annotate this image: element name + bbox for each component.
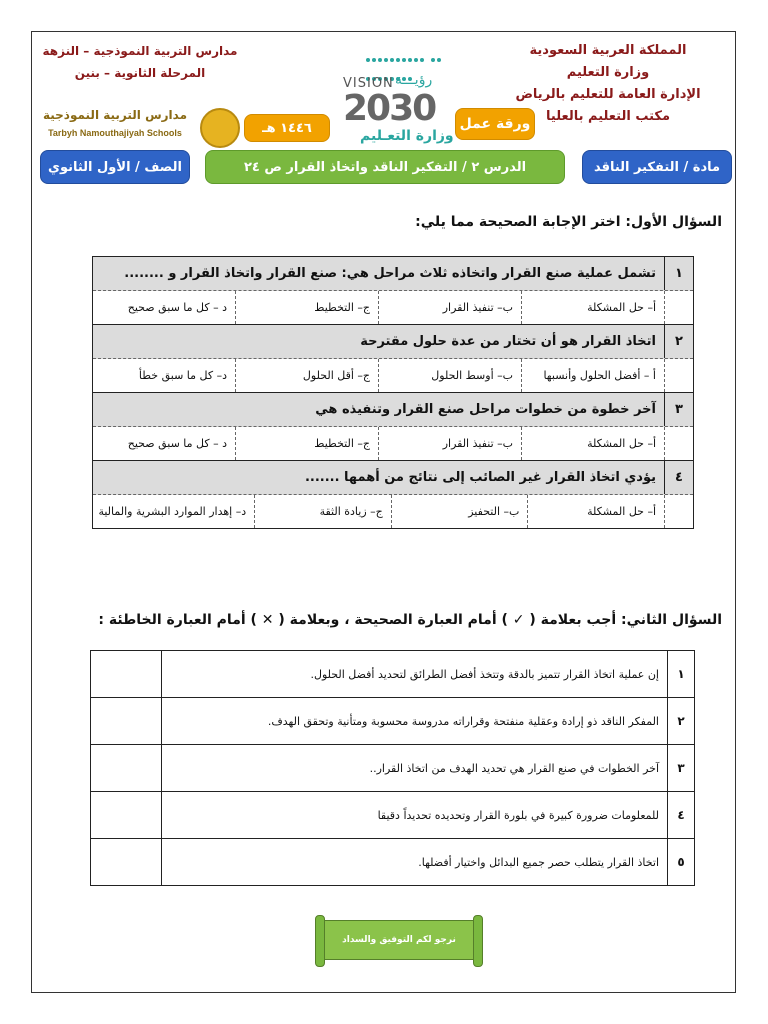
mcq-number: ٢ xyxy=(664,325,693,358)
mcq-question: آخر خطوة من خطوات مراحل صنع القرار وتنفيذه هي xyxy=(315,402,656,417)
mcq-option[interactable]: أ – أفضل الحلول وأنسبها xyxy=(522,359,665,392)
ministry-label: وزارة التعـليم xyxy=(360,128,454,144)
tf-number: ١ xyxy=(667,651,694,697)
tf-row xyxy=(91,839,694,885)
tf-answer-cell[interactable] xyxy=(91,698,161,744)
mcq-question: اتخاذ القرار هو أن تختار من عدة حلول مقترحة xyxy=(360,334,656,349)
mcq-option[interactable]: ج– التخطيط xyxy=(236,291,379,324)
vision-text: VISION xyxy=(343,76,394,91)
header-right-line: مكتب التعليم بالعليا xyxy=(546,109,670,124)
mcq-option[interactable]: د– إهدار الموارد البشرية والمالية xyxy=(93,495,255,528)
question-2-title: السؤال الثاني: أجب بعلامة ( ✓ ) أمام العبارة الصحيحة ، وبعلامة ( ✕ ) أمام العبارة الخاطئة : xyxy=(98,612,722,628)
subject-pill xyxy=(582,150,732,184)
mcq-number: ١ xyxy=(664,257,693,290)
tf-number: ٥ xyxy=(667,839,694,885)
mcq-option[interactable]: د– كل ما سبق خطأ xyxy=(93,359,236,392)
mcq-question: يؤدي اتخاذ القرار غير الصائب إلى نتائج من أهمها ....... xyxy=(304,470,656,485)
tf-statement: المفكر الناقد ذو إرادة وعقلية منفتحة وقراراته مدروسة محسوبة ومتأنية وتحقق الهدف. xyxy=(161,698,667,744)
question-1-instruction: : اختر الإجابة الصحيحة مما يلي: xyxy=(415,214,632,230)
tf-row xyxy=(91,745,694,792)
mcq-option[interactable]: أ– حل المشكلة xyxy=(522,427,665,460)
school-name: مدارس التربية النموذجية xyxy=(42,108,188,122)
mcq-option[interactable]: ب– تنفيذ القرار xyxy=(379,427,522,460)
header-left-line: المرحلة الثانوية – بنين xyxy=(74,66,206,80)
mcq-option[interactable]: أ– حل المشكلة xyxy=(522,291,665,324)
mcq-option[interactable]: ج– زيادة الثقة xyxy=(255,495,392,528)
mcq-option[interactable]: ب– التحفيز xyxy=(392,495,529,528)
tf-row xyxy=(91,651,694,698)
footer-scroll-banner xyxy=(318,920,480,960)
tf-answer-cell[interactable] xyxy=(91,839,161,885)
question-1-title xyxy=(415,214,722,230)
mcq-option[interactable]: ب– تنفيذ القرار xyxy=(379,291,522,324)
tf-row xyxy=(91,792,694,839)
header-right-line: الإدارة العامة للتعليم بالرياض xyxy=(515,87,701,102)
mcq-table xyxy=(92,256,694,529)
mcq-option[interactable]: د – كل ما سبق صحيح xyxy=(93,291,236,324)
mcq-option[interactable]: ب– أوسط الحلول xyxy=(379,359,522,392)
grade-pill xyxy=(40,150,190,184)
school-name-latin: Tarbyh Namouthajiyah Schools xyxy=(48,128,182,138)
mcq-options-row xyxy=(93,291,693,325)
vision-arabic: رؤيـــة xyxy=(395,72,433,88)
mcq-number: ٣ xyxy=(664,393,693,426)
header-left xyxy=(40,40,240,84)
mcq-question: تشمل عملية صنع القرار واتخاذه ثلاث مراحل هي: صنع القرار واتخاذ القرار و ........ xyxy=(124,266,656,281)
worksheet-badge xyxy=(455,108,535,140)
header-right-line: المملكة العربية السعودية xyxy=(529,43,687,58)
tf-number: ٤ xyxy=(667,792,694,838)
mcq-question-row xyxy=(93,325,693,359)
header-left-line: مدارس التربية النموذجية – النزهة xyxy=(42,44,238,58)
tf-answer-cell[interactable] xyxy=(91,745,161,791)
school-emblem-icon xyxy=(200,108,240,148)
mcq-options-row xyxy=(93,495,693,528)
mcq-option[interactable]: ج– أقل الحلول xyxy=(236,359,379,392)
worksheet-label: ورقة عمل xyxy=(459,116,531,132)
tf-row xyxy=(91,698,694,745)
lesson-label: الدرس ٢ / التفكير الناقد واتخاذ القرار ص ٢٤ xyxy=(243,159,527,175)
tf-number: ٢ xyxy=(667,698,694,744)
subject-label: مادة / التفكير الناقد xyxy=(593,159,721,175)
grade-label: الصف / الأول الثانوي xyxy=(48,159,182,175)
mcq-number: ٤ xyxy=(664,461,693,494)
tf-statement: آخر الخطوات في صنع القرار هي تحديد الهدف من اتخاذ القرار.. xyxy=(161,745,667,791)
school-logo xyxy=(40,108,240,146)
tf-statement: إن عملية اتخاذ القرار تتميز بالدقة وتتخذ أفضل الطرائق لتحديد أفضل الحلول. xyxy=(161,651,667,697)
tf-answer-cell[interactable] xyxy=(91,651,161,697)
mcq-options-row xyxy=(93,427,693,461)
footer-wish: نرجو لكم التوفيق والسداد xyxy=(342,935,456,945)
mcq-question-row xyxy=(93,393,693,427)
year-badge xyxy=(244,114,330,142)
vision-year: 2030 xyxy=(343,88,436,129)
header-right-line: وزارة التعليم xyxy=(566,65,650,80)
mcq-question-row xyxy=(93,257,693,291)
tf-statement: اتخاذ القرار يتطلب حصر جميع البدائل واختيار أفضلها. xyxy=(161,839,667,885)
mcq-option[interactable]: أ– حل المشكلة xyxy=(528,495,665,528)
year-label: ١٤٤٦ هـ xyxy=(262,120,312,136)
question-1-heading: السؤال الأول xyxy=(631,214,722,230)
true-false-table xyxy=(90,650,695,886)
mcq-option[interactable]: د – كل ما سبق صحيح xyxy=(93,427,236,460)
tf-answer-cell[interactable] xyxy=(91,792,161,838)
lesson-pill xyxy=(205,150,565,184)
mcq-options-row xyxy=(93,359,693,393)
vision-2030-logo xyxy=(335,48,455,144)
tf-number: ٣ xyxy=(667,745,694,791)
mcq-question-row xyxy=(93,461,693,495)
tf-statement: للمعلومات ضرورة كبيرة في بلورة القرار وتحديده تحديداً دقيقا xyxy=(161,792,667,838)
vision-dots xyxy=(365,48,445,74)
mcq-option[interactable]: ج– التخطيط xyxy=(236,427,379,460)
